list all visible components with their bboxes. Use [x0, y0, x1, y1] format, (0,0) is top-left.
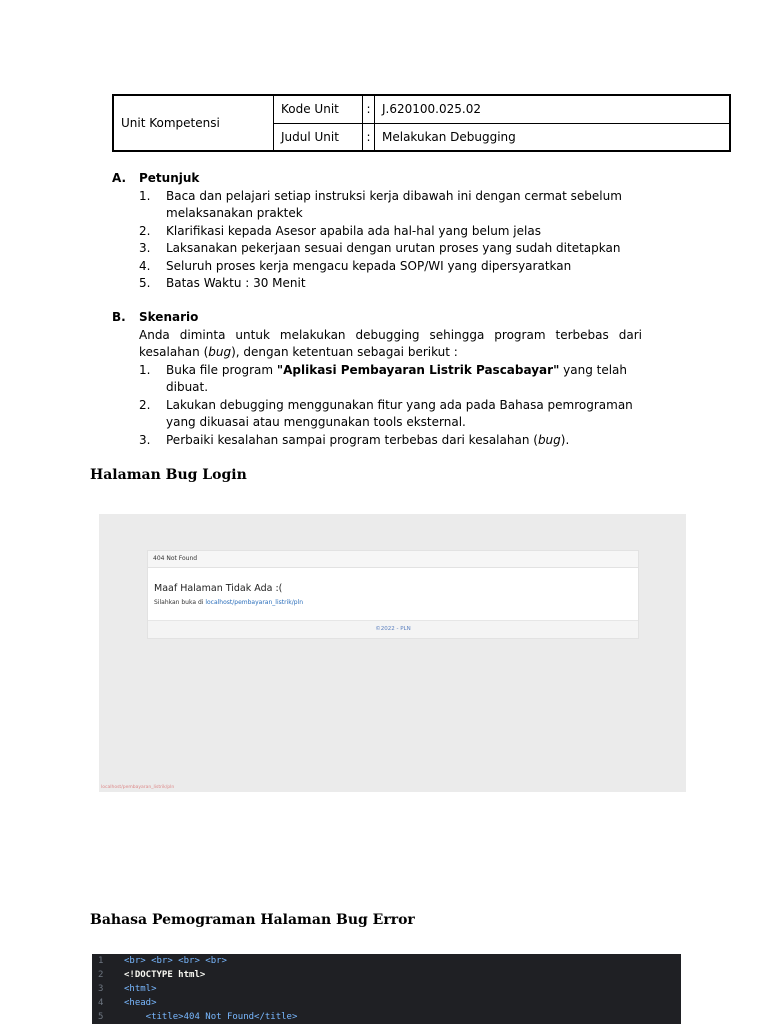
petunjuk-heading: A. Petunjuk — [112, 171, 200, 185]
pln-link[interactable]: localhost/pembayaran_listrik/pln — [205, 599, 304, 606]
list-item: 1. Baca dan pelajari setiap instruksi kerja dibawah ini dengan cermat sebelum melaksanakan praktek — [139, 188, 622, 220]
code-editor — [92, 954, 681, 1024]
unit-label: Unit Kompetensi — [113, 95, 274, 151]
list-item: 5. Batas Waktu : 30 Menit — [139, 276, 306, 290]
heading-bug-error-code: Bahasa Pemograman Halaman Bug Error — [90, 912, 415, 928]
judul-unit-key: Judul Unit — [274, 123, 363, 151]
card-subtitle: Silahkan buka di localhost/pembayaran_listrik/pln — [154, 599, 304, 606]
code-line: 5 <title>404 Not Found</title> — [98, 1012, 298, 1022]
list-item: 3. Perbaiki kesalahan sampai program terbebas dari kesalahan (bug). — [139, 432, 570, 447]
list-item: 2. Klarifikasi kepada Asesor apabila ada hal-hal yang belum jelas — [139, 223, 541, 238]
kode-unit-value: J.620100.025.02 — [375, 95, 731, 123]
skenario-heading: B. Skenario — [112, 310, 199, 324]
code-line: 3 <html> — [98, 984, 157, 994]
code-line: 1 <br> <br> <br> <br> — [98, 956, 227, 966]
judul-unit-value: Melakukan Debugging — [375, 123, 731, 151]
section-petunjuk — [112, 170, 642, 293]
list-item: 4. Seluruh proses kerja mengacu kepada SOP/WI yang dipersyaratkan — [139, 258, 572, 273]
skenario-list — [112, 362, 642, 450]
petunjuk-list — [112, 188, 642, 293]
list-item: 3. Laksanakan pekerjaan sesuai dengan urutan proses yang sudah ditetapkan — [139, 241, 621, 255]
card-footer: ©2022 - PLN — [148, 620, 638, 638]
code-line: 4 <head> — [98, 998, 157, 1008]
heading-bug-login: Halaman Bug Login — [90, 467, 247, 483]
kode-unit-key: Kode Unit — [274, 95, 363, 123]
card-header: 404 Not Found — [148, 551, 638, 568]
kode-unit-sep: : — [363, 95, 375, 123]
status-bar-url: localhost/pembayaran_listrik/pln — [101, 785, 175, 790]
card-title: Maaf Halaman Tidak Ada :( — [154, 583, 283, 594]
list-item: 2. Lakukan debugging menggunakan fitur yang ada pada Bahasa pemrograman yang dikuasai atau menggunakan tools eksternal. — [139, 397, 633, 429]
skenario-intro: Anda diminta untuk melakukan debugging sehingga program terbebas dari kesalahan (bug), dengan ketentuan sebagai berikut : — [139, 327, 642, 359]
section-skenario — [112, 309, 642, 449]
judul-unit-sep: : — [363, 123, 375, 151]
code-line: 2 <!DOCTYPE html> — [98, 970, 206, 980]
not-found-card — [147, 550, 639, 639]
screenshot-404-page — [99, 514, 686, 792]
list-item: 1. Buka file program "Aplikasi Pembayaran Listrik Pascabayar" yang telah dibuat. — [139, 362, 628, 394]
unit-table — [112, 94, 731, 152]
